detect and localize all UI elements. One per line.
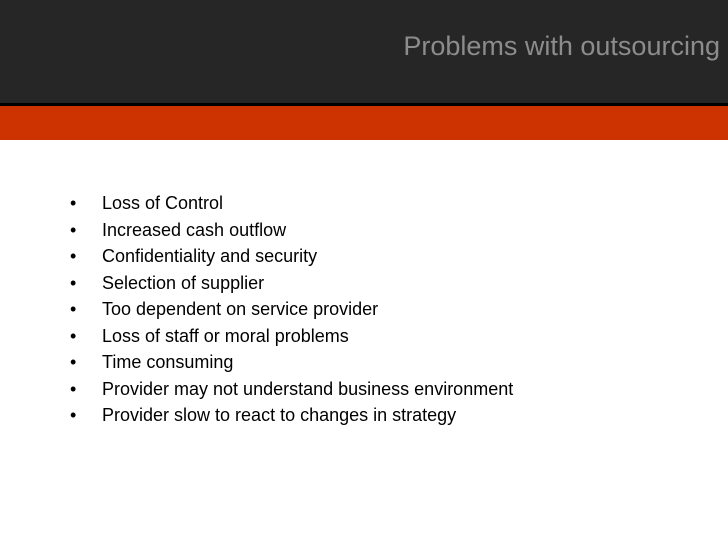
accent-band — [0, 106, 728, 140]
bullet-item — [70, 349, 513, 376]
bullet-item — [70, 376, 513, 403]
bullet-dot-icon: • — [70, 299, 77, 319]
bullet-text: Increased cash outflow — [102, 219, 287, 240]
bullet-dot-icon: • — [70, 272, 77, 293]
bullet-dot-icon: • — [70, 193, 77, 213]
bullet-list — [70, 190, 513, 429]
bullet-item — [70, 270, 513, 297]
bullet-item — [70, 217, 513, 244]
bullet-text: Loss of Control — [102, 193, 224, 213]
bullet-item — [70, 243, 513, 270]
slide-title: Problems with outsourcing — [403, 31, 720, 61]
bullet-text: Confidentiality and security — [102, 246, 318, 266]
bullet-item — [70, 402, 513, 429]
bullet-text: Provider may not understand business environment — [102, 378, 514, 399]
bullet-dot-icon: • — [70, 378, 77, 399]
bullet-text: Selection of supplier — [102, 272, 265, 293]
bullet-text: Too dependent on service provider — [102, 299, 379, 319]
bullet-dot-icon: • — [70, 219, 77, 240]
bullet-dot-icon: • — [70, 246, 77, 266]
bullet-dot-icon: • — [70, 352, 77, 372]
bullet-dot-icon: • — [70, 405, 77, 425]
title-bar — [0, 0, 728, 103]
bullet-item — [70, 296, 513, 323]
bullet-text: Loss of staff or moral problems — [102, 325, 349, 346]
bullet-text: Provider slow to react to changes in strategy — [102, 405, 457, 425]
bullet-item — [70, 190, 513, 217]
bullet-text: Time consuming — [102, 352, 234, 372]
bullet-item — [70, 323, 513, 350]
bullet-dot-icon: • — [70, 325, 77, 346]
